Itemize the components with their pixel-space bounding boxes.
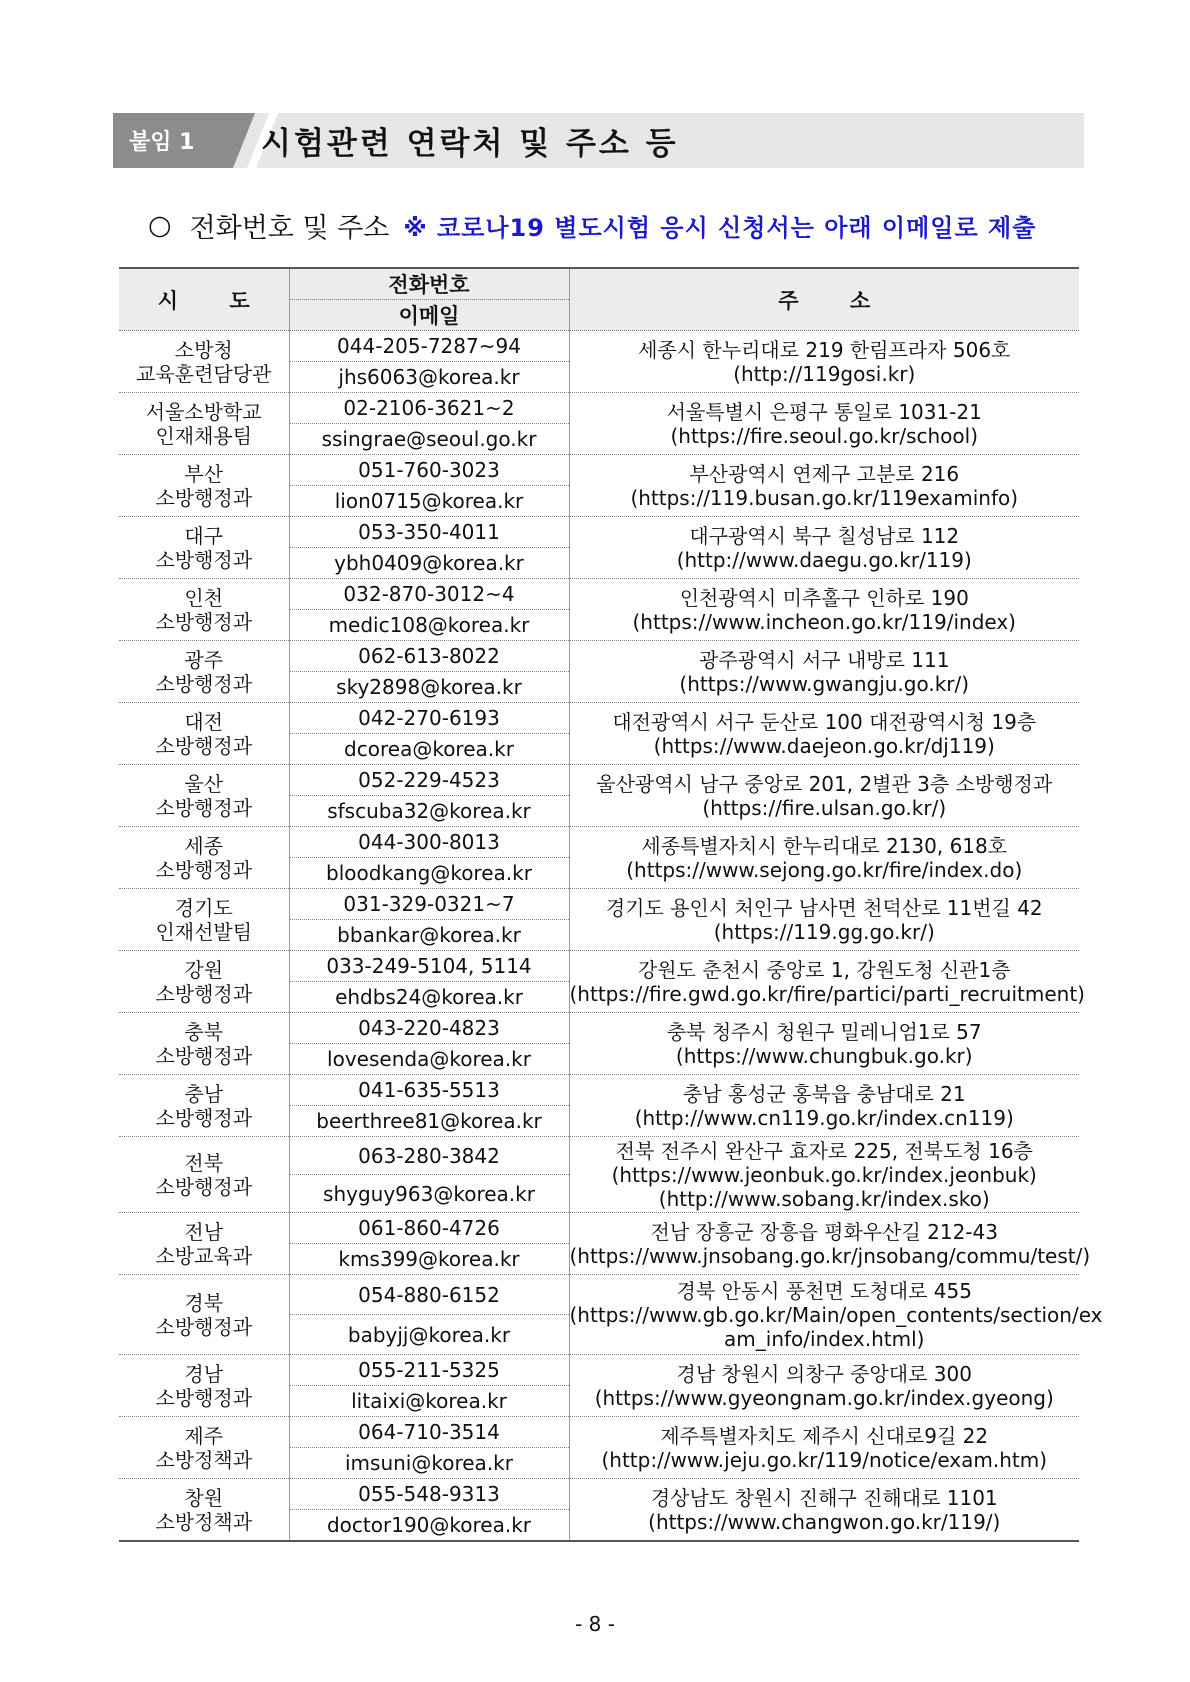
address-url: (https://www.jeonbuk.go.kr/index.jeonbuk): [611, 1162, 1037, 1187]
address-line: 전북 전주시 완산구 효자로 225, 전북도청 16층: [615, 1138, 1033, 1163]
address-line: 경남 창원시 의창구 중앙대로 300: [676, 1361, 972, 1386]
cell-email: beerthree81@korea.kr: [289, 1106, 569, 1137]
cell-phone: 061-860-4726: [289, 1213, 569, 1244]
region-line: 교육훈련담당관: [136, 361, 272, 386]
table-row: [119, 1479, 1079, 1510]
cell-region: [119, 1479, 289, 1542]
table-row: [119, 331, 1079, 362]
address-line: 세종특별자치시 한누리대로 2130, 618호: [641, 833, 1008, 858]
region-line: 인천: [184, 585, 224, 610]
cell-region: [119, 951, 289, 1013]
cell-email: babyjj@korea.kr: [289, 1315, 569, 1355]
region-line: 충남: [184, 1081, 224, 1106]
cell-region: [119, 1275, 289, 1355]
region-line: 소방행정과: [155, 547, 253, 572]
address-line: 경북 안동시 풍천면 도청대로 455: [676, 1278, 972, 1303]
page-title: 시험관련 연락처 및 주소 등: [261, 126, 679, 162]
cell-email: sfscuba32@korea.kr: [289, 796, 569, 827]
cell-region: [119, 889, 289, 951]
cell-address: [569, 1137, 1079, 1213]
cell-region: [119, 765, 289, 827]
cell-region: [119, 455, 289, 517]
region-line: 대구: [184, 523, 224, 548]
cell-address: [569, 517, 1079, 579]
address-line: 경기도 용인시 처인구 남사면 천덕산로 11번길 42: [605, 895, 1043, 920]
cell-phone: 052-229-4523: [289, 765, 569, 796]
cell-region: [119, 1417, 289, 1479]
region-line: 충북: [184, 1019, 224, 1044]
region-line: 소방행정과: [155, 1043, 253, 1068]
region-line: 대전: [184, 709, 224, 734]
region-line: 경북: [184, 1290, 224, 1315]
cell-phone: 031-329-0321~7: [289, 889, 569, 920]
region-line: 소방행정과: [155, 1385, 253, 1410]
cell-email: ssingrae@seoul.go.kr: [289, 424, 569, 455]
table-row: [119, 1213, 1079, 1244]
bullet-circle-icon: ○: [148, 209, 172, 241]
region-line: 경남: [184, 1361, 224, 1386]
table-row: [119, 1013, 1079, 1044]
cell-address: [569, 1013, 1079, 1075]
table-row: [119, 641, 1079, 672]
cell-address: [569, 1417, 1079, 1479]
region-line: 서울소방학교: [145, 399, 262, 424]
region-line: 부산: [184, 461, 224, 486]
cell-phone: 053-350-4011: [289, 517, 569, 548]
region-line: 소방교육과: [155, 1243, 253, 1268]
contacts-table: [119, 267, 1103, 1542]
cell-address: [569, 641, 1079, 703]
table-row: [119, 1275, 1079, 1315]
region-line: 울산: [184, 771, 224, 796]
cell-address: [569, 1355, 1079, 1417]
cell-email: dcorea@korea.kr: [289, 734, 569, 765]
address-url: (https://www.gwangju.go.kr/): [679, 671, 970, 696]
cell-phone: 064-710-3514: [289, 1417, 569, 1448]
cell-region: [119, 331, 289, 393]
header-phone: 전화번호: [289, 268, 569, 300]
table-row: [119, 517, 1079, 548]
address-url: (https://119.gg.go.kr/): [713, 919, 935, 944]
region-line: 인재선발팀: [155, 919, 253, 944]
cell-email: imsuni@korea.kr: [289, 1448, 569, 1479]
cell-phone: 051-760-3023: [289, 455, 569, 486]
cell-email: lovesenda@korea.kr: [289, 1044, 569, 1075]
address-url: (https://www.sejong.go.kr/fire/index.do): [626, 857, 1023, 882]
address-url: (https://fire.ulsan.go.kr/): [702, 795, 947, 820]
region-line: 소방행정과: [155, 981, 253, 1006]
cell-phone: 054-880-6152: [289, 1275, 569, 1315]
cell-region: [119, 827, 289, 889]
title-bar: [113, 113, 1084, 168]
address-url: (http://www.cn119.go.kr/index.cn119): [634, 1105, 1014, 1130]
region-line: 세종: [184, 833, 224, 858]
cell-region: [119, 641, 289, 703]
address-url: (https://www.daejeon.go.kr/dj119): [653, 733, 995, 758]
region-line: 소방행정과: [155, 1174, 253, 1199]
cell-address: [569, 889, 1079, 951]
cell-phone: 042-270-6193: [289, 703, 569, 734]
address-line: 충북 청주시 청원구 밀레니엄1로 57: [666, 1019, 982, 1044]
cell-email: litaixi@korea.kr: [289, 1386, 569, 1417]
address-line: 전남 장흥군 장흥읍 평화우산길 212-43: [650, 1219, 998, 1244]
address-url: (http://www.jeju.go.kr/119/notice/exam.htm): [601, 1447, 1048, 1472]
table-row: [119, 579, 1079, 610]
address-line: 충남 홍성군 홍북읍 충남대로 21: [682, 1081, 966, 1106]
cell-region: [119, 1355, 289, 1417]
cell-phone: 063-280-3842: [289, 1137, 569, 1175]
cell-address: [569, 1479, 1079, 1542]
cell-address: [569, 331, 1079, 393]
region-line: 인재채용팀: [155, 423, 253, 448]
header-region: 시 도: [119, 268, 289, 331]
cell-phone: 043-220-4823: [289, 1013, 569, 1044]
region-line: 강원: [184, 957, 224, 982]
cell-region: [119, 1213, 289, 1275]
address-line: 대구광역시 북구 칠성남로 112: [689, 523, 960, 548]
section-subtitle: [148, 205, 1036, 245]
address-url: (http://www.daegu.go.kr/119): [676, 547, 972, 572]
cell-address: [569, 703, 1079, 765]
address-url: (https://fire.gwd.go.kr/fire/partici/parti_recruitment): [569, 981, 1085, 1006]
cell-email: bloodkang@korea.kr: [289, 858, 569, 889]
cell-address: [569, 579, 1079, 641]
cell-region: [119, 393, 289, 455]
cell-email: shyguy963@korea.kr: [289, 1175, 569, 1213]
address-line: 울산광역시 남구 중앙로 201, 2별관 3층 소방행정과: [596, 771, 1053, 796]
cell-email: kms399@korea.kr: [289, 1244, 569, 1275]
region-line: 소방행정과: [155, 857, 253, 882]
table-row: [119, 1075, 1079, 1106]
cell-phone: 044-205-7287~94: [289, 331, 569, 362]
cell-phone: 055-548-9313: [289, 1479, 569, 1510]
region-line: 경기도: [174, 895, 233, 920]
table-row: [119, 1137, 1079, 1175]
contacts-table-body: [119, 331, 1103, 1542]
address-url: (https://fire.seoul.go.kr/school): [670, 423, 978, 448]
region-line: 소방행정과: [155, 671, 253, 696]
cell-phone: 041-635-5513: [289, 1075, 569, 1106]
header-address: 주 소: [569, 268, 1079, 331]
cell-email: bbankar@korea.kr: [289, 920, 569, 951]
cell-phone: 044-300-8013: [289, 827, 569, 858]
region-line: 소방행정과: [155, 609, 253, 634]
cell-email: doctor190@korea.kr: [289, 1510, 569, 1542]
page-number: - 8 -: [575, 1612, 615, 1636]
cell-email: sky2898@korea.kr: [289, 672, 569, 703]
address-url: (http://www.sobang.kr/index.sko): [658, 1186, 990, 1211]
cell-phone: 033-249-5104, 5114: [289, 951, 569, 982]
cell-phone: 055-211-5325: [289, 1355, 569, 1386]
region-line: 소방정책과: [155, 1509, 253, 1534]
table-row: [119, 765, 1079, 796]
attachment-badge: 붙임 1: [113, 113, 233, 168]
header-email: 이메일: [289, 300, 569, 331]
cell-address: [569, 1213, 1091, 1275]
region-line: 소방정책과: [155, 1447, 253, 1472]
cell-address: [569, 951, 1085, 1013]
cell-region: [119, 703, 289, 765]
address-url: (http://119gosi.kr): [733, 361, 916, 386]
cell-region: [119, 1013, 289, 1075]
table-row: [119, 703, 1079, 734]
region-line: 창원: [184, 1485, 224, 1510]
address-url: (https://119.busan.go.kr/119examinfo): [630, 485, 1019, 510]
table-row: [119, 1417, 1079, 1448]
address-line: 서울특별시 은평구 통일로 1031-21: [666, 399, 982, 424]
table-row: [119, 951, 1079, 982]
region-line: 소방행정과: [155, 733, 253, 758]
cell-phone: 032-870-3012~4: [289, 579, 569, 610]
cell-address: [569, 827, 1079, 889]
address-url: am_info/index.html): [724, 1326, 925, 1351]
address-url: (https://www.gb.go.kr/Main/open_contents/section/ex: [569, 1302, 1103, 1327]
address-line: 인천광역시 미추홀구 인하로 190: [679, 585, 969, 610]
cell-region: [119, 579, 289, 641]
region-line: 소방행정과: [155, 485, 253, 510]
cell-address: [569, 1075, 1079, 1137]
address-url: (https://www.gyeongnam.go.kr/index.gyeong): [594, 1385, 1054, 1410]
cell-phone: 062-613-8022: [289, 641, 569, 672]
cell-region: [119, 1075, 289, 1137]
region-line: 소방행정과: [155, 1314, 253, 1339]
address-url: (https://www.jnsobang.go.kr/jnsobang/commu/test/): [569, 1243, 1091, 1268]
region-line: 전북: [184, 1150, 224, 1175]
region-line: 소방행정과: [155, 795, 253, 820]
region-line: 소방청: [174, 337, 233, 362]
table-row: [119, 1355, 1079, 1386]
cell-address: [569, 455, 1079, 517]
cell-address: [569, 393, 1079, 455]
cell-region: [119, 517, 289, 579]
table-row: [119, 889, 1079, 920]
table-row: [119, 393, 1079, 424]
covid-note: ※ 코로나19 별도시험 응시 신청서는 아래 이메일로 제출: [403, 213, 1037, 242]
address-line: 경상남도 창원시 진해구 진해대로 1101: [650, 1485, 998, 1510]
address-url: (https://www.changwon.go.kr/119/): [648, 1509, 1001, 1534]
cell-region: [119, 1137, 289, 1213]
address-line: 강원도 춘천시 중앙로 1, 강원도청 신관1층: [637, 957, 1011, 982]
region-line: 소방행정과: [155, 1105, 253, 1130]
region-line: 광주: [184, 647, 224, 672]
region-line: 전남: [184, 1219, 224, 1244]
subtitle-text: 전화번호 및 주소: [189, 212, 390, 244]
address-line: 대전광역시 서구 둔산로 100 대전광역시청 19층: [612, 709, 1037, 734]
cell-address: [569, 1275, 1103, 1355]
cell-email: lion0715@korea.kr: [289, 486, 569, 517]
address-line: 광주광역시 서구 내방로 111: [699, 647, 950, 672]
cell-email: jhs6063@korea.kr: [289, 362, 569, 393]
cell-email: ybh0409@korea.kr: [289, 548, 569, 579]
table-row: [119, 827, 1079, 858]
address-line: 제주특별자치도 제주시 신대로9길 22: [660, 1423, 989, 1448]
address-url: (https://www.incheon.go.kr/119/index): [632, 609, 1016, 634]
address-line: 세종시 한누리대로 219 한림프라자 506호: [638, 337, 1011, 362]
cell-address: [569, 765, 1079, 827]
address-url: (https://www.chungbuk.go.kr): [675, 1043, 973, 1068]
region-line: 제주: [184, 1423, 224, 1448]
cell-phone: 02-2106-3621~2: [289, 393, 569, 424]
table-row: [119, 455, 1079, 486]
address-line: 부산광역시 연제구 고분로 216: [689, 461, 960, 486]
cell-email: ehdbs24@korea.kr: [289, 982, 569, 1013]
cell-email: medic108@korea.kr: [289, 610, 569, 641]
